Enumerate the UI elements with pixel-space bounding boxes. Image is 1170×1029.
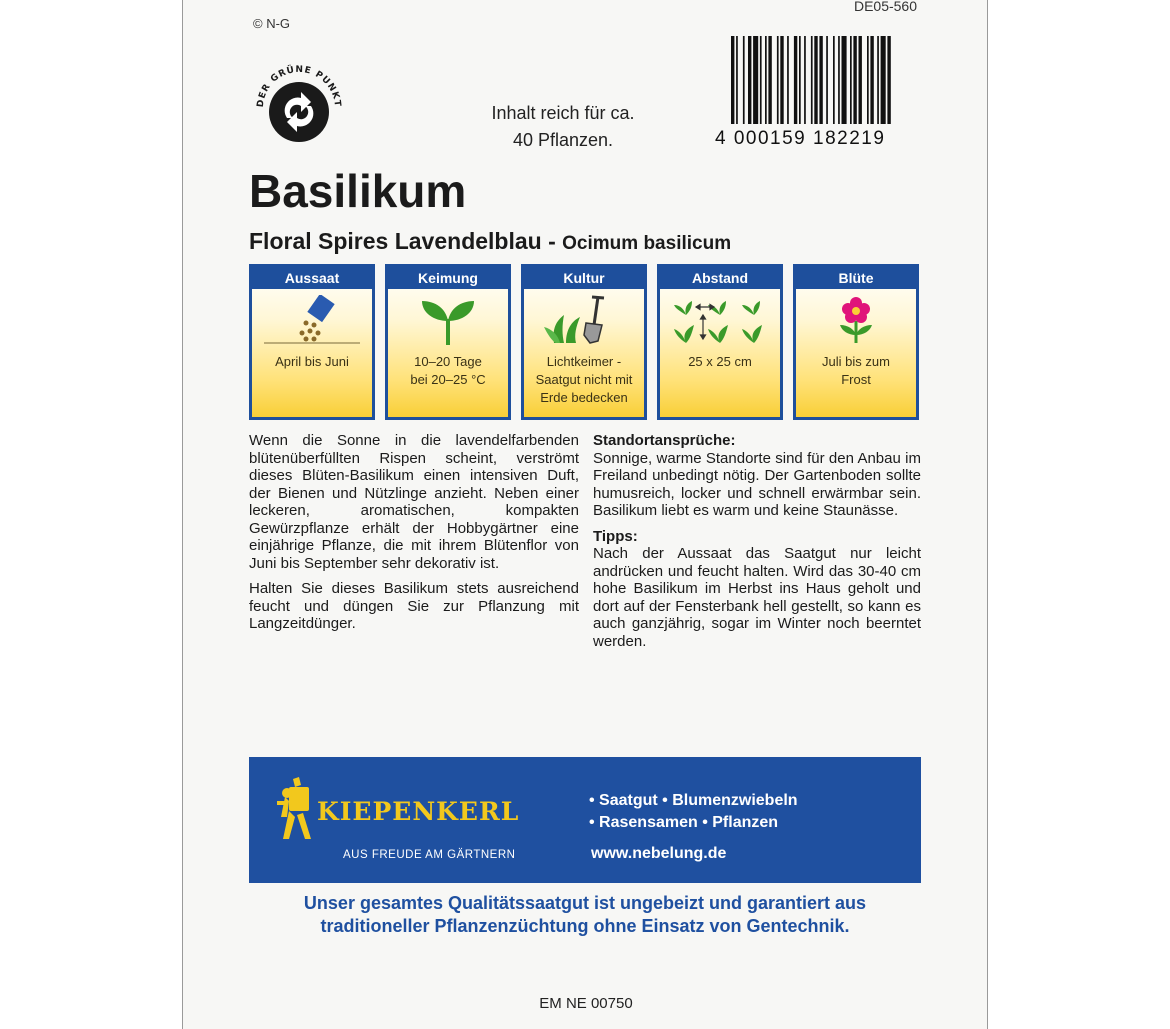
location-heading: Standortansprüche: bbox=[593, 432, 736, 449]
location-text: Sonnige, warme Standorte sind für den Anbau im Freiland unbedingt nötig. Der Gartenboden sollte humusreich, locker und schnell erwärmbar sein. Basilikum liebt es warm und keine Staunässe. bbox=[593, 449, 921, 519]
content-note bbox=[433, 100, 693, 154]
latin-name: Ocimum basilicum bbox=[562, 233, 732, 254]
quality-guarantee bbox=[249, 892, 921, 938]
tips-heading: Tipps: bbox=[593, 527, 638, 545]
barcode-bar bbox=[853, 36, 856, 124]
barcode-bar bbox=[753, 36, 758, 124]
subtitle-separator: - bbox=[541, 228, 563, 254]
info-box-heading: Blüte bbox=[796, 267, 916, 289]
product-subtitle bbox=[249, 228, 731, 255]
barcode-bar bbox=[777, 36, 779, 124]
info-box-text: Juli bis zum Frost bbox=[822, 354, 890, 387]
barcode-bar bbox=[859, 36, 862, 124]
seed-packet-back bbox=[182, 0, 988, 1029]
cultivation-info-boxes bbox=[249, 264, 921, 420]
barcode bbox=[731, 36, 921, 124]
product-title: Basilikum bbox=[249, 165, 467, 217]
barcode-bar bbox=[787, 36, 789, 124]
brand-name: KIEPENKERL bbox=[317, 797, 520, 826]
barcode-bar bbox=[804, 36, 806, 124]
product-range bbox=[589, 790, 798, 834]
info-box-heading: Keimung bbox=[388, 267, 508, 289]
info-box-bluete bbox=[793, 264, 919, 420]
barcode-bar bbox=[794, 36, 797, 124]
product-range-line-1: • Saatgut • Blumenzwiebeln bbox=[589, 792, 798, 809]
barcode-number: 4 000159 182219 bbox=[715, 128, 886, 149]
brand-banner bbox=[249, 757, 921, 883]
product-code: DE05-560 bbox=[853, 0, 917, 14]
description-column bbox=[249, 432, 579, 641]
info-box-text: April bis Juni bbox=[275, 354, 349, 369]
barcode-bar bbox=[780, 36, 783, 124]
barcode-bar bbox=[799, 36, 801, 124]
info-box-aussaat bbox=[249, 264, 375, 420]
barcode-bar bbox=[768, 36, 771, 124]
barcode-bar bbox=[731, 36, 734, 124]
guarantee-line-2: traditioneller Pflanzenzüchtung ohne Einsatz von Gentechnik. bbox=[320, 916, 850, 936]
info-box-heading: Kultur bbox=[524, 267, 644, 289]
variety-name: Floral Spires Lavendelblau bbox=[249, 228, 542, 254]
barcode-bar bbox=[867, 36, 869, 124]
info-box-text: 10–20 Tage bei 20–25 °C bbox=[410, 354, 486, 387]
info-box-keimung bbox=[385, 264, 511, 420]
content-line-2: 40 Pflanzen. bbox=[512, 130, 614, 150]
description-paragraph: Wenn die Sonne in die lavendelfarbenden blütenüberfüllten Rispen scheint, verströmt dieses Blüten-Basilikum einen intensiven Duft, der Bienen und Nützlinge anzieht. Neben einer leckeren, aromatischen, kompakten Gewürzpflanze erhält der Hobbygärtner eine einjährige Pflanze, die mit ihrem Blütenflor von Juni bis September sehr dekorativ ist. bbox=[249, 432, 579, 572]
info-box-abstand bbox=[657, 264, 783, 420]
spade-icon bbox=[536, 295, 632, 345]
barcode-bar bbox=[833, 36, 835, 124]
barcode-bar bbox=[887, 36, 890, 124]
barcode-bar bbox=[760, 36, 762, 124]
gruener-punkt-logo bbox=[249, 56, 349, 156]
instructions-column bbox=[593, 432, 921, 658]
guarantee-line-1: Unser gesamtes Qualitätssaatgut ist ungebeizt und garantiert aus bbox=[303, 893, 867, 913]
brand-slogan: AUS FREUDE AM GÄRTNERN bbox=[343, 849, 516, 861]
spacing-icon bbox=[672, 295, 768, 345]
barcode-bar bbox=[748, 36, 751, 124]
flower-icon bbox=[808, 295, 904, 345]
info-box-heading: Aussaat bbox=[252, 267, 372, 289]
barcode-bar bbox=[736, 36, 738, 124]
copyright-notice: © N-G bbox=[253, 16, 291, 31]
description-paragraph: Halten Sie dieses Basilikum stets ausreichend feucht und düngen Sie zur Pflanzung mit Langzeitdünger. bbox=[249, 580, 579, 632]
info-box-kultur bbox=[521, 264, 647, 420]
barcode-bar bbox=[814, 36, 817, 124]
barcode-bar bbox=[877, 36, 879, 124]
kiepenkerl-figure-icon bbox=[275, 777, 319, 843]
barcode-bar bbox=[838, 36, 840, 124]
seed-packet-icon bbox=[264, 295, 360, 345]
info-box-text: Lichtkeimer - Saatgut nicht mit Erde bedecken bbox=[535, 354, 633, 405]
barcode-bar bbox=[842, 36, 847, 124]
info-box-text: 25 x 25 cm bbox=[688, 354, 752, 369]
barcode-bar bbox=[819, 36, 822, 124]
logo-text: DER GRÜNE PUNKT bbox=[255, 64, 343, 108]
barcode-bar bbox=[850, 36, 852, 124]
barcode-bar bbox=[870, 36, 873, 124]
tips-text: Nach der Aussaat das Saatgut nur leicht andrücken und feucht halten. Wird das 30-40 cm hohe Basilikum im Herbst ins Haus geholt und dort auf der Fensterbank hell gestellt, so kann es auch ganzjährig, sogar im Winter noch beerntet werden. bbox=[593, 545, 921, 650]
footer-code: EM NE 00750 bbox=[539, 995, 633, 1012]
website-link[interactable]: www.nebelung.de bbox=[591, 845, 727, 862]
seedling-icon bbox=[400, 295, 496, 345]
info-box-heading: Abstand bbox=[660, 267, 780, 289]
barcode-bar bbox=[743, 36, 745, 124]
content-line-1: Inhalt reich für ca. bbox=[491, 103, 635, 123]
barcode-bar bbox=[826, 36, 828, 124]
barcode-bar bbox=[765, 36, 767, 124]
barcode-bar bbox=[881, 36, 886, 124]
product-range-line-2: • Rasensamen • Pflanzen bbox=[589, 814, 779, 831]
barcode-bar bbox=[811, 36, 813, 124]
